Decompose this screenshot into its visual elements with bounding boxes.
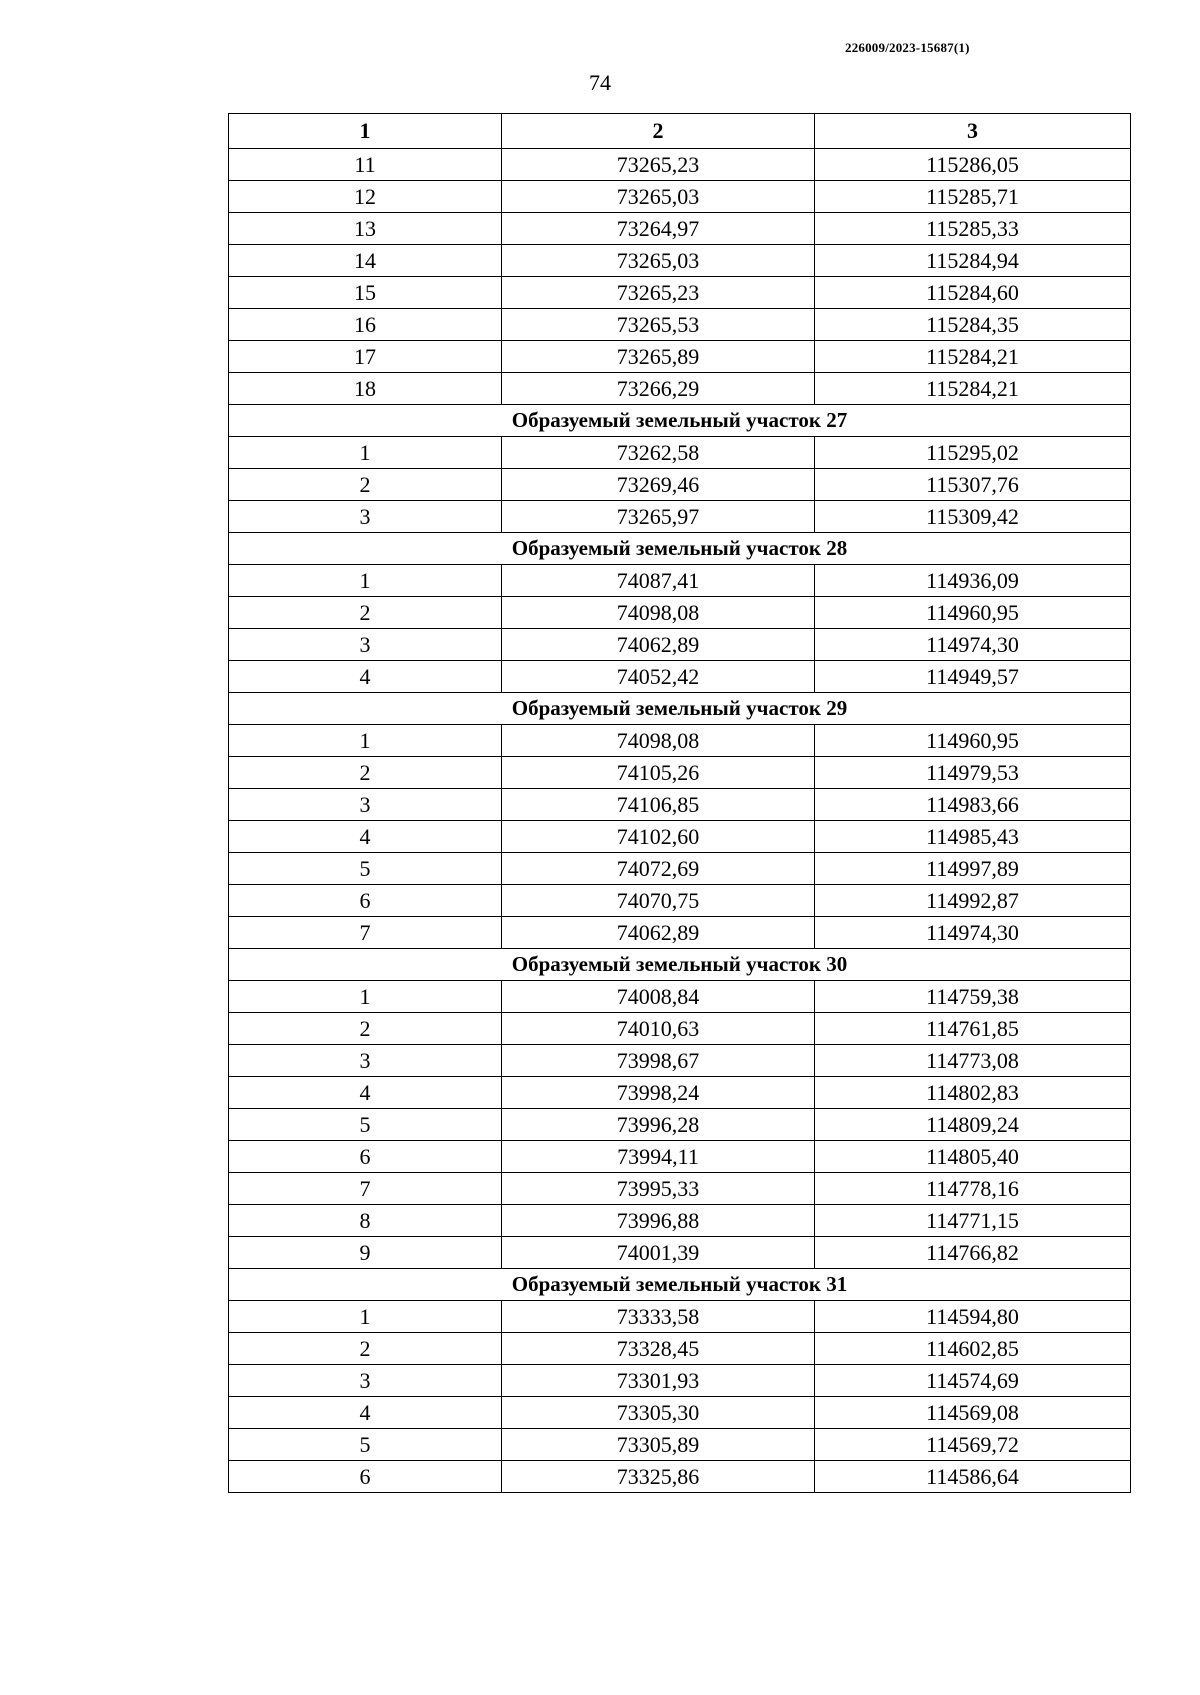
table-row: [229, 341, 1131, 373]
x-coordinate-cell: 73305,89: [502, 1429, 815, 1461]
point-number-cell: 1: [229, 981, 502, 1013]
y-coordinate-cell: 115284,21: [815, 373, 1131, 405]
y-coordinate-cell: 114985,43: [815, 821, 1131, 853]
document-number: 226009/2023-15687(1): [845, 40, 970, 55]
table-body: [229, 149, 1131, 1493]
point-number-cell: 5: [229, 1109, 502, 1141]
x-coordinate-cell: 74010,63: [502, 1013, 815, 1045]
x-coordinate-cell: 73325,86: [502, 1461, 815, 1493]
section-title: Образуемый земельный участок 27: [229, 405, 1131, 437]
point-number-cell: 6: [229, 885, 502, 917]
x-coordinate-cell: 73333,58: [502, 1301, 815, 1333]
point-number-cell: 4: [229, 1077, 502, 1109]
table-row: [229, 1109, 1131, 1141]
point-number-cell: 7: [229, 1173, 502, 1205]
section-title: Образуемый земельный участок 28: [229, 533, 1131, 565]
point-number-cell: 2: [229, 469, 502, 501]
point-number-cell: 17: [229, 341, 502, 373]
table-row: [229, 917, 1131, 949]
table-row: [229, 821, 1131, 853]
x-coordinate-cell: 73265,89: [502, 341, 815, 373]
header-row: [229, 114, 1131, 149]
x-coordinate-cell: 73266,29: [502, 373, 815, 405]
point-number-cell: 5: [229, 1429, 502, 1461]
y-coordinate-cell: 114569,08: [815, 1397, 1131, 1429]
y-coordinate-cell: 115295,02: [815, 437, 1131, 469]
y-coordinate-cell: 115284,94: [815, 245, 1131, 277]
table-row: [229, 789, 1131, 821]
point-number-cell: 1: [229, 437, 502, 469]
table-row: [229, 661, 1131, 693]
x-coordinate-cell: 73305,30: [502, 1397, 815, 1429]
point-number-cell: 4: [229, 1397, 502, 1429]
x-coordinate-cell: 73265,23: [502, 149, 815, 181]
y-coordinate-cell: 115285,71: [815, 181, 1131, 213]
y-coordinate-cell: 114602,85: [815, 1333, 1131, 1365]
y-coordinate-cell: 114574,69: [815, 1365, 1131, 1397]
x-coordinate-cell: 74072,69: [502, 853, 815, 885]
table-row: [229, 1077, 1131, 1109]
point-number-cell: 3: [229, 629, 502, 661]
point-number-cell: 16: [229, 309, 502, 341]
section-title: Образуемый земельный участок 29: [229, 693, 1131, 725]
x-coordinate-cell: 73262,58: [502, 437, 815, 469]
y-coordinate-cell: 114992,87: [815, 885, 1131, 917]
section-row: [229, 949, 1131, 981]
x-coordinate-cell: 74008,84: [502, 981, 815, 1013]
table-row: [229, 981, 1131, 1013]
x-coordinate-cell: 74062,89: [502, 917, 815, 949]
x-coordinate-cell: 74001,39: [502, 1237, 815, 1269]
y-coordinate-cell: 114586,64: [815, 1461, 1131, 1493]
y-coordinate-cell: 114974,30: [815, 629, 1131, 661]
y-coordinate-cell: 114778,16: [815, 1173, 1131, 1205]
table-row: [229, 181, 1131, 213]
point-number-cell: 9: [229, 1237, 502, 1269]
y-coordinate-cell: 114960,95: [815, 597, 1131, 629]
table-row: [229, 565, 1131, 597]
table-row: [229, 1237, 1131, 1269]
x-coordinate-cell: 73265,97: [502, 501, 815, 533]
table-row: [229, 1013, 1131, 1045]
table-row: [229, 1045, 1131, 1077]
table-row: [229, 501, 1131, 533]
point-number-cell: 2: [229, 757, 502, 789]
point-number-cell: 2: [229, 1013, 502, 1045]
x-coordinate-cell: 74062,89: [502, 629, 815, 661]
table-row: [229, 1429, 1131, 1461]
x-coordinate-cell: 73998,67: [502, 1045, 815, 1077]
point-number-cell: 6: [229, 1461, 502, 1493]
point-number-cell: 12: [229, 181, 502, 213]
x-coordinate-cell: 73301,93: [502, 1365, 815, 1397]
point-number-cell: 3: [229, 501, 502, 533]
point-number-cell: 1: [229, 565, 502, 597]
x-coordinate-cell: 74105,26: [502, 757, 815, 789]
point-number-cell: 3: [229, 1365, 502, 1397]
y-coordinate-cell: 114960,95: [815, 725, 1131, 757]
x-coordinate-cell: 74106,85: [502, 789, 815, 821]
table-row: [229, 1333, 1131, 1365]
section-title: Образуемый земельный участок 30: [229, 949, 1131, 981]
x-coordinate-cell: 74098,08: [502, 725, 815, 757]
page-number: 74: [589, 70, 611, 95]
y-coordinate-cell: 115307,76: [815, 469, 1131, 501]
y-coordinate-cell: 114936,09: [815, 565, 1131, 597]
table-row: [229, 1173, 1131, 1205]
x-coordinate-cell: 74052,42: [502, 661, 815, 693]
section-title: Образуемый земельный участок 31: [229, 1269, 1131, 1301]
y-coordinate-cell: 114594,80: [815, 1301, 1131, 1333]
y-coordinate-cell: 114759,38: [815, 981, 1131, 1013]
x-coordinate-cell: 73998,24: [502, 1077, 815, 1109]
y-coordinate-cell: 114979,53: [815, 757, 1131, 789]
y-coordinate-cell: 115284,21: [815, 341, 1131, 373]
y-coordinate-cell: 115309,42: [815, 501, 1131, 533]
y-coordinate-cell: 114802,83: [815, 1077, 1131, 1109]
x-coordinate-cell: 73265,03: [502, 245, 815, 277]
point-number-cell: 18: [229, 373, 502, 405]
table-header: [229, 114, 1131, 149]
x-coordinate-cell: 74098,08: [502, 597, 815, 629]
section-row: [229, 693, 1131, 725]
y-coordinate-cell: 114569,72: [815, 1429, 1131, 1461]
y-coordinate-cell: 115285,33: [815, 213, 1131, 245]
point-number-cell: 1: [229, 725, 502, 757]
table-row: [229, 885, 1131, 917]
section-row: [229, 1269, 1131, 1301]
header-cell-3: 3: [815, 114, 1131, 149]
y-coordinate-cell: 114809,24: [815, 1109, 1131, 1141]
point-number-cell: 4: [229, 821, 502, 853]
table-row: [229, 757, 1131, 789]
table-row: [229, 853, 1131, 885]
point-number-cell: 1: [229, 1301, 502, 1333]
table-row: [229, 1205, 1131, 1237]
y-coordinate-cell: 114773,08: [815, 1045, 1131, 1077]
point-number-cell: 3: [229, 1045, 502, 1077]
point-number-cell: 8: [229, 1205, 502, 1237]
x-coordinate-cell: 73265,23: [502, 277, 815, 309]
table-row: [229, 725, 1131, 757]
section-row: [229, 405, 1131, 437]
y-coordinate-cell: 115284,35: [815, 309, 1131, 341]
y-coordinate-cell: 114805,40: [815, 1141, 1131, 1173]
section-row: [229, 533, 1131, 565]
coordinates-table: [228, 113, 1131, 1493]
point-number-cell: 7: [229, 917, 502, 949]
table-row: [229, 629, 1131, 661]
y-coordinate-cell: 114949,57: [815, 661, 1131, 693]
x-coordinate-cell: 74070,75: [502, 885, 815, 917]
point-number-cell: 5: [229, 853, 502, 885]
table-row: [229, 469, 1131, 501]
point-number-cell: 11: [229, 149, 502, 181]
point-number-cell: 3: [229, 789, 502, 821]
x-coordinate-cell: 73996,28: [502, 1109, 815, 1141]
table-row: [229, 1301, 1131, 1333]
x-coordinate-cell: 73265,53: [502, 309, 815, 341]
table-row: [229, 309, 1131, 341]
table-row: [229, 437, 1131, 469]
table-row: [229, 1141, 1131, 1173]
table-row: [229, 277, 1131, 309]
y-coordinate-cell: 114761,85: [815, 1013, 1131, 1045]
y-coordinate-cell: 115284,60: [815, 277, 1131, 309]
table-row: [229, 1365, 1131, 1397]
y-coordinate-cell: 114771,15: [815, 1205, 1131, 1237]
table-row: [229, 1461, 1131, 1493]
x-coordinate-cell: 73996,88: [502, 1205, 815, 1237]
table-row: [229, 597, 1131, 629]
point-number-cell: 15: [229, 277, 502, 309]
point-number-cell: 2: [229, 1333, 502, 1365]
table-row: [229, 373, 1131, 405]
x-coordinate-cell: 73328,45: [502, 1333, 815, 1365]
x-coordinate-cell: 73994,11: [502, 1141, 815, 1173]
x-coordinate-cell: 73995,33: [502, 1173, 815, 1205]
x-coordinate-cell: 74102,60: [502, 821, 815, 853]
x-coordinate-cell: 73264,97: [502, 213, 815, 245]
point-number-cell: 4: [229, 661, 502, 693]
table-row: [229, 245, 1131, 277]
y-coordinate-cell: 115286,05: [815, 149, 1131, 181]
y-coordinate-cell: 114983,66: [815, 789, 1131, 821]
y-coordinate-cell: 114974,30: [815, 917, 1131, 949]
table-row: [229, 149, 1131, 181]
point-number-cell: 6: [229, 1141, 502, 1173]
y-coordinate-cell: 114766,82: [815, 1237, 1131, 1269]
x-coordinate-cell: 73269,46: [502, 469, 815, 501]
header-cell-1: 1: [229, 114, 502, 149]
y-coordinate-cell: 114997,89: [815, 853, 1131, 885]
x-coordinate-cell: 73265,03: [502, 181, 815, 213]
point-number-cell: 13: [229, 213, 502, 245]
x-coordinate-cell: 74087,41: [502, 565, 815, 597]
point-number-cell: 2: [229, 597, 502, 629]
table-row: [229, 1397, 1131, 1429]
header-cell-2: 2: [502, 114, 815, 149]
table-row: [229, 213, 1131, 245]
point-number-cell: 14: [229, 245, 502, 277]
